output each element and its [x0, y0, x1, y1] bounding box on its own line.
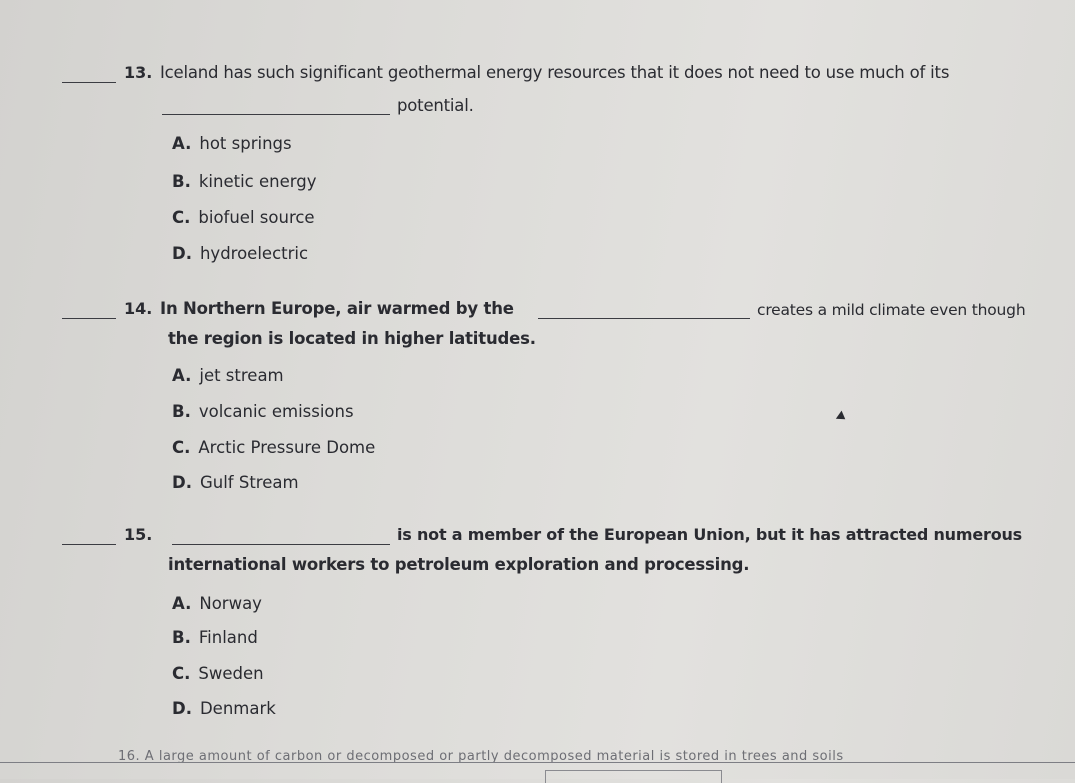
question-14-stem-part1: In Northern Europe, air warmed by the — [160, 299, 514, 318]
option-letter: D. — [172, 244, 192, 263]
option-letter: C. — [172, 438, 191, 457]
option-letter: B. — [172, 628, 191, 647]
option-14-c[interactable] — [172, 438, 375, 457]
option-15-a[interactable] — [172, 594, 262, 613]
option-15-c[interactable] — [172, 664, 264, 683]
option-letter: B. — [172, 402, 191, 421]
option-letter: A. — [172, 594, 192, 613]
option-text: biofuel source — [198, 208, 315, 227]
option-13-a[interactable] — [172, 134, 292, 153]
option-13-d[interactable] — [172, 244, 308, 263]
option-13-b[interactable] — [172, 172, 316, 191]
option-text: hydroelectric — [199, 244, 309, 263]
option-13-c[interactable] — [172, 208, 315, 227]
question-15-stem-part1: is not a member of the European Union, but it has attracted numerous — [397, 525, 1022, 544]
option-15-b[interactable] — [172, 628, 258, 647]
option-letter: A. — [172, 134, 192, 153]
option-15-d[interactable] — [172, 699, 276, 718]
question-number-14: 14. — [124, 299, 153, 318]
option-letter: D. — [172, 473, 192, 492]
cutoff-question-16: 16. A large amount of carbon or decomposed or partly decomposed material is stored in trees and soils — [118, 749, 844, 764]
question-13-stem-line1: Iceland has such significant geothermal energy resources that it does not need to use much of its — [160, 63, 950, 82]
option-text: Norway — [199, 594, 262, 613]
answer-box-partial — [545, 770, 722, 783]
option-text: hot springs — [199, 134, 292, 153]
option-letter: A. — [172, 366, 192, 385]
option-letter: D. — [172, 699, 192, 718]
page-divider — [0, 762, 1075, 763]
option-text: Arctic Pressure Dome — [198, 438, 376, 457]
option-letter: B. — [172, 172, 191, 191]
question-number-15: 15. — [124, 525, 153, 544]
mouse-cursor-icon — [836, 411, 848, 424]
option-text: Gulf Stream — [199, 473, 299, 492]
option-text: Denmark — [199, 699, 276, 718]
option-text: kinetic energy — [198, 172, 317, 191]
question-number-13: 13. — [124, 63, 153, 82]
option-text: Sweden — [198, 664, 264, 683]
answer-blank-14[interactable] — [62, 318, 116, 319]
option-14-a[interactable] — [172, 366, 284, 385]
option-14-b[interactable] — [172, 402, 354, 421]
fill-blank-15[interactable] — [172, 544, 390, 545]
option-text: Finland — [198, 628, 258, 647]
fill-blank-14[interactable] — [538, 318, 750, 319]
option-text: volcanic emissions — [198, 402, 354, 421]
answer-blank-15[interactable] — [62, 544, 116, 545]
question-14-stem-line2: the region is located in higher latitudes. — [168, 329, 536, 348]
fill-blank-13[interactable] — [162, 114, 390, 115]
question-13-stem-line2: potential. — [397, 96, 474, 115]
question-14-stem-part2: creates a mild climate even though — [757, 301, 1026, 319]
option-letter: C. — [172, 664, 191, 683]
answer-blank-13[interactable] — [62, 82, 116, 83]
question-15-stem-line2: international workers to petroleum exploration and processing. — [168, 555, 750, 574]
option-letter: C. — [172, 208, 191, 227]
option-14-d[interactable] — [172, 473, 299, 492]
option-text: jet stream — [199, 366, 284, 385]
